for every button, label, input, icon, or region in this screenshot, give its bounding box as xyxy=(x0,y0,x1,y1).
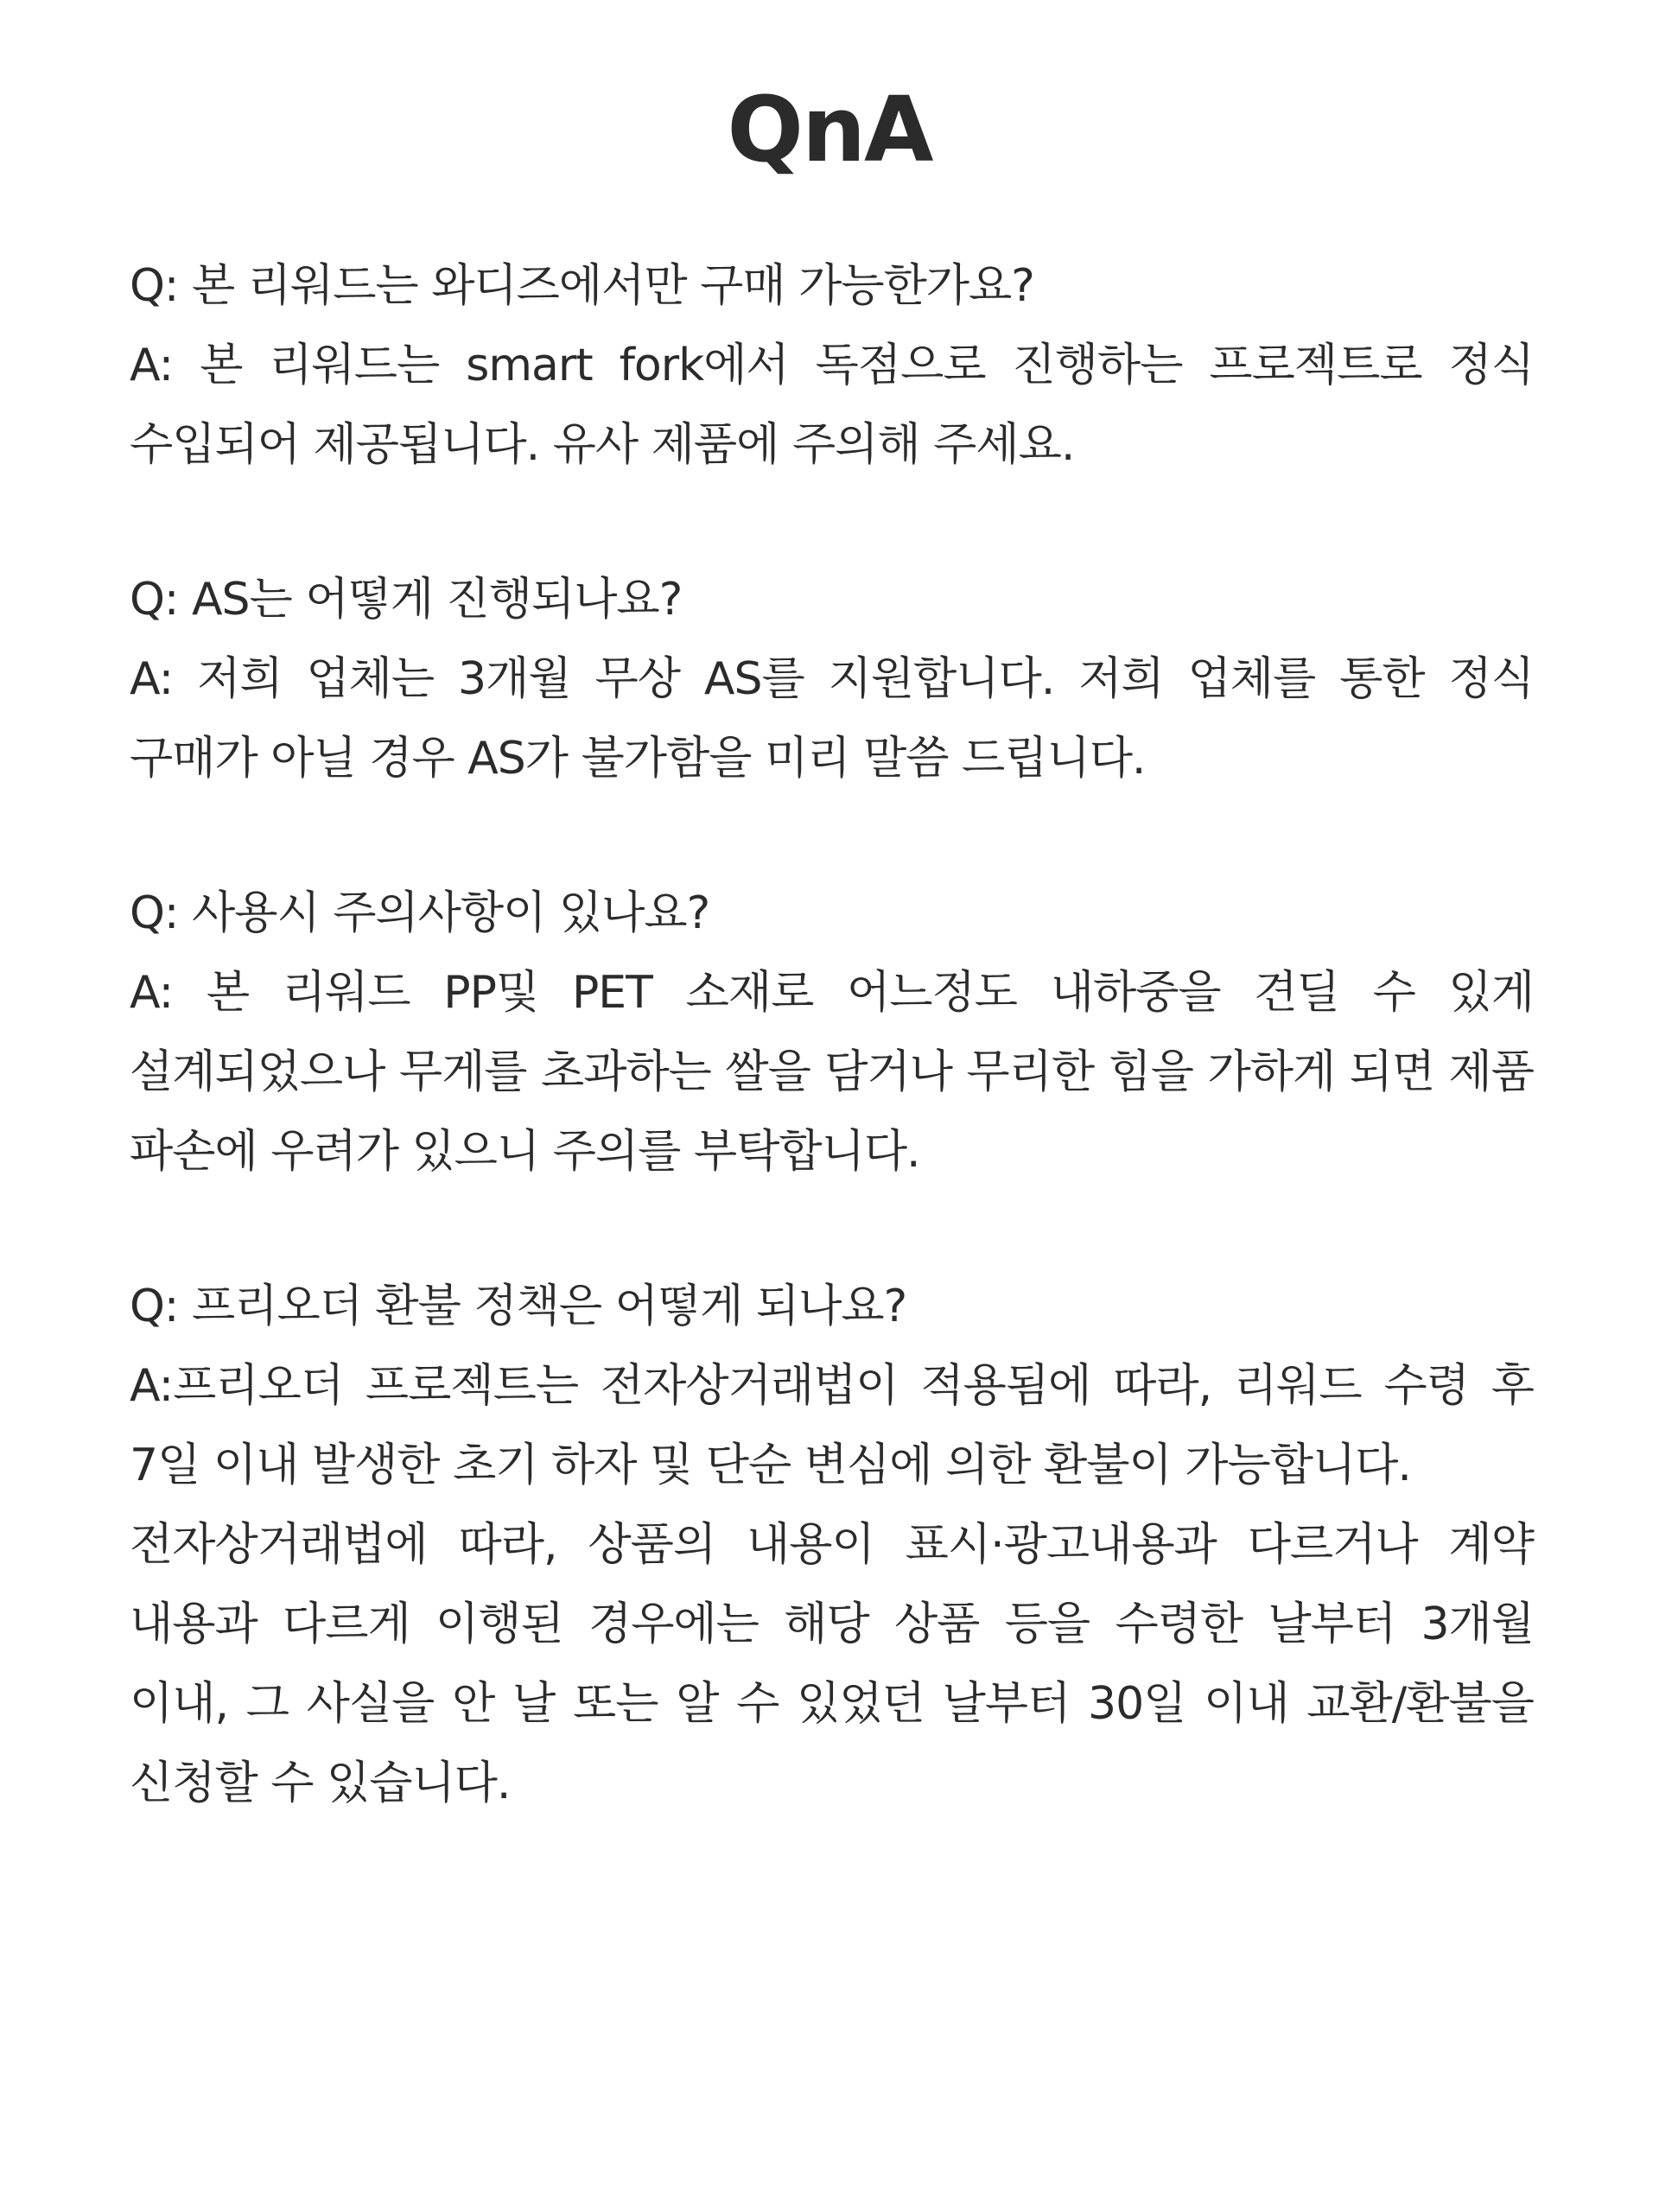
question-text: Q: AS는 어떻게 진행되나요? xyxy=(130,574,683,626)
qna-list xyxy=(130,246,1534,1823)
qna-item xyxy=(130,874,1534,1192)
answer-text: 전자상거래법에 따라, 상품의 내용이 표시·광고내용과 다르거나 계약 내용과 다르게 이행된 경우에는 해당 상품 등을 수령한 날부터 3개월 이내, 그 사실을 안 날 또는 알 수 있었던 날부터 30일 이내 교환/환불을 신청할 수 있습니다. xyxy=(130,1519,1534,1809)
answer-text: A: 저희 업체는 3개월 무상 AS를 지원합니다. 저희 업체를 통한 정식 구매가 아닐 경우 AS가 불가함을 미리 말씀 드립니다. xyxy=(130,653,1534,785)
qna-item xyxy=(130,560,1534,798)
question-text: Q: 사용시 주의사항이 있나요? xyxy=(130,887,710,939)
question-text: Q: 본 리워드는 와디즈에서만 구매 가능한가요? xyxy=(130,260,1034,312)
page-title: QnA xyxy=(727,77,932,182)
answer-text: A: 본 리워드는 smart fork에서 독점으로 진행하는 프로젝트로 정식 수입되어 제공됩니다. 유사 제품에 주의해 주세요. xyxy=(130,340,1534,471)
question-text: Q: 프리오더 환불 정책은 어떻게 되나요? xyxy=(130,1281,907,1332)
qna-item xyxy=(130,246,1534,485)
qna-item xyxy=(130,1267,1534,1823)
answer-text: A:프리오더 프로젝트는 전자상거래법이 적용됨에 따라, 리워드 수령 후 7일 이내 발생한 초기 하자 및 단순 변심에 의한 환불이 가능합니다. xyxy=(130,1360,1534,1491)
answer-text: A: 본 리워드 PP및 PET 소재로 어느정도 내하중을 견딜 수 있게 설계되었으나 무게를 초과하는 쌀을 담거나 무리한 힘을 가하게 되면 제품 파손에 우려가 있으니 주의를 부탁합니다. xyxy=(130,967,1534,1178)
